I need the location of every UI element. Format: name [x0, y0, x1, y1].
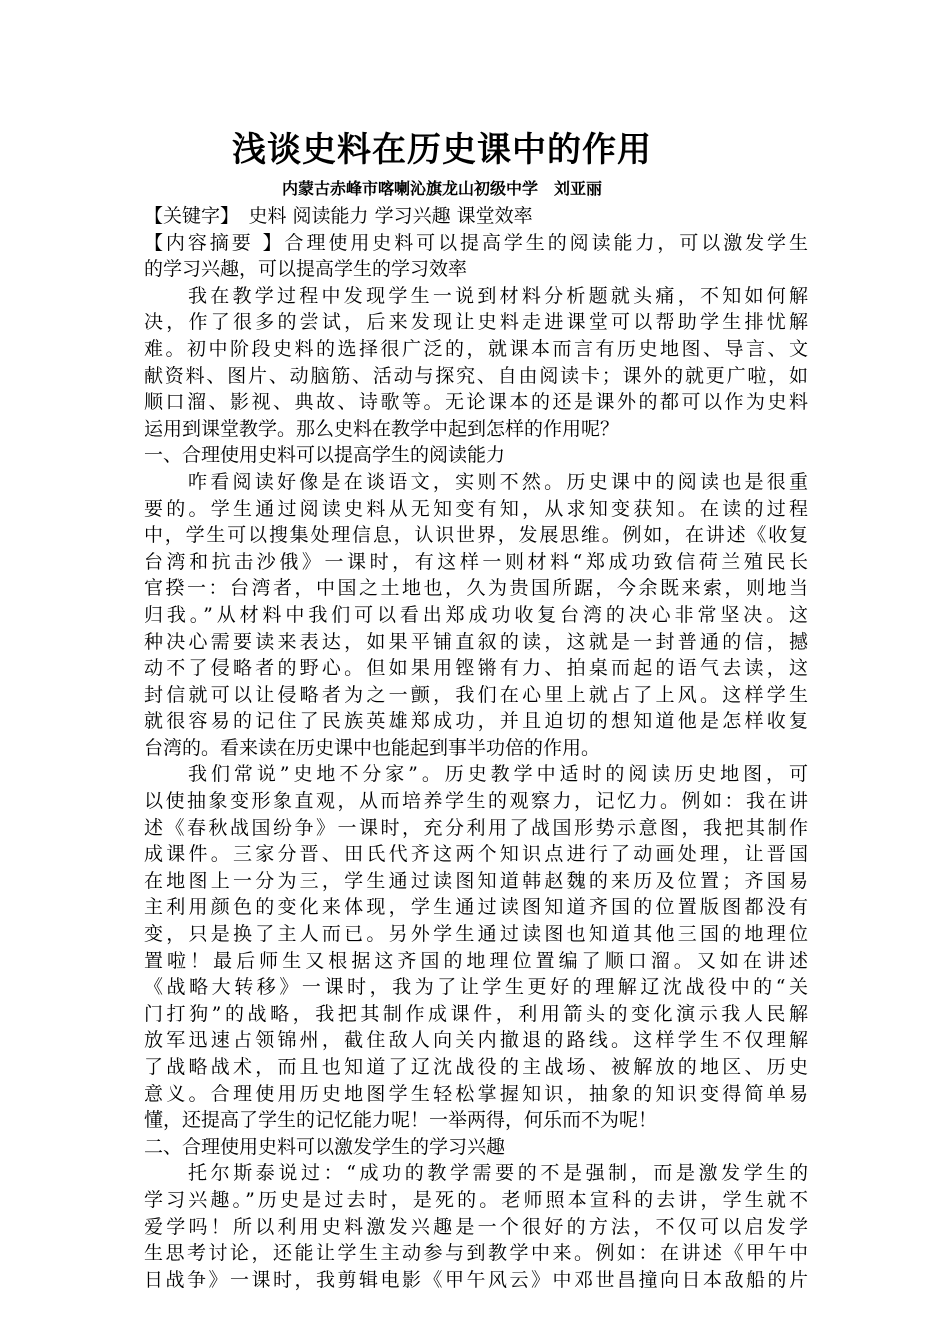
text-line: 顺口溜、影视、典故、诗歌等。无论课本的还是课外的都可以作为史料 [144, 391, 808, 414]
text-line: 爱学吗！所以利用史料激发兴趣是一个很好的方法，不仅可以启发学 [144, 1215, 808, 1238]
page-title: 浅谈史料在历史课中的作用 [232, 130, 652, 170]
text-line: 《战略大转移》一课时，我为了让学生更好的理解辽沈战役中的“关 [144, 976, 808, 999]
text-line: 台湾和抗击沙俄》一课时，有这样一则材料“郑成功致信荷兰殖民长 [144, 550, 808, 573]
text-line: 托尔斯泰说过：“成功的教学需要的不是强制，而是激发学生的 [188, 1162, 808, 1185]
text-line: 二、合理使用史料可以激发学生的学习兴趣 [144, 1135, 506, 1158]
text-line: 归我。”从材料中我们可以看出郑成功收复台湾的决心非常坚决。这 [144, 603, 808, 626]
text-line: 【关键字】 史料 阅读能力 学习兴趣 课堂效率 [144, 205, 533, 227]
text-line: 我在教学过程中发现学生一说到材料分析题就头痛，不知如何解 [188, 284, 808, 307]
text-line: 中，学生可以搜集处理信息，认识世界，发展思维。例如，在讲述《收复 [144, 524, 808, 547]
text-line: 述《春秋战国纷争》一课时，充分利用了战国形势示意图，我把其制作 [144, 816, 808, 839]
text-line: 懂，还提高了学生的记忆能力呢！一举两得，何乐而不为呢！ [144, 1109, 658, 1132]
text-line: 意义。合理使用历史地图学生轻松掌握知识，抽象的知识变得简单易 [144, 1082, 808, 1105]
text-line: 决，作了很多的尝试，后来发现让史料走进课堂可以帮助学生排忧解 [144, 311, 808, 334]
text-line: 一、合理使用史料可以提高学生的阅读能力 [144, 444, 506, 467]
text-line: 日战争》一课时，我剪辑电影《甲午风云》中邓世昌撞向日本敌船的片 [144, 1268, 808, 1291]
text-line: 变，只是换了主人而已。另外学生通过读图也知道其他三国的地理位 [144, 923, 808, 946]
text-line: 官揆一：台湾者，中国之土地也，久为贵国所踞，今余既来索，则地当 [144, 577, 808, 600]
text-line: 就很容易的记住了民族英雄郑成功，并且迫切的想知道他是怎样收复 [144, 710, 808, 733]
text-line: 主利用颜色的变化来体现，学生通过读图知道齐国的位置版图都没有 [144, 896, 808, 919]
text-line: 放军迅速占领锦州，截住敌人向关内撤退的路线。这样学生不仅理解 [144, 1029, 808, 1052]
text-line: 要的。学生通过阅读史料从无知变有知，从求知变获知。在读的过程 [144, 497, 808, 520]
text-line: 学习兴趣。”历史是过去时，是死的。老师照本宣科的去讲，学生就不 [144, 1188, 808, 1211]
text-line: 咋看阅读好像是在谈语文，实则不然。历史课中的阅读也是很重 [188, 470, 808, 493]
text-line: 生思考讨论，还能让学生主动参与到教学中来。例如：在讲述《甲午中 [144, 1242, 808, 1265]
text-line: 台湾的。看来读在历史课中也能起到事半功倍的作用。 [144, 736, 601, 759]
text-line: 难。初中阶段史料的选择很广泛的，就课本而言有历史地图、导言、文 [144, 337, 808, 360]
text-line: 了战略战术，而且也知道了辽沈战役的主战场、被解放的地区、历史 [144, 1056, 808, 1078]
text-line: 置啦！最后师生又根据这齐国的地理位置编了顺口溜。又如在讲述 [144, 949, 808, 972]
text-line: 封信就可以让侵略者为之一颤，我们在心里上就占了上风。这样学生 [144, 683, 808, 706]
author-line: 内蒙古赤峰市喀喇沁旗龙山初级中学 刘亚丽 [281, 179, 602, 198]
text-line: 以使抽象变形象直观，从而培养学生的观察力，记忆力。例如：我在讲 [144, 790, 808, 813]
document-body [144, 203, 808, 1293]
text-line: 成课件。三家分晋、田氏代齐这两个知识点进行了动画处理，让晋国 [144, 843, 808, 866]
text-line: 的学习兴趣，可以提高学生的学习效率 [144, 258, 468, 281]
text-line: 献资料、图片、动脑筋、活动与探究、自由阅读卡；课外的就更广啦，如 [144, 364, 808, 387]
text-line: 在地图上一分为三，学生通过读图知道韩赵魏的来历及位置；齐国易 [144, 869, 808, 892]
text-line: 门打狗”的战略，我把其制作成课件，利用箭头的变化演示我人民解 [144, 1002, 808, 1025]
text-line: 我们常说”史地不分家”。历史教学中适时的阅读历史地图，可 [188, 763, 808, 786]
text-line: 种决心需要读来表达，如果平铺直叙的读，这就是一封普通的信，撼 [144, 630, 808, 653]
text-line: 运用到课堂教学。那么史料在教学中起到怎样的作用呢？ [144, 417, 620, 440]
text-line: 动不了侵略者的野心。但如果用铿锵有力、拍桌而起的语气去读，这 [144, 657, 808, 680]
text-line: 【内容摘要 】合理使用史料可以提高学生的阅读能力，可以激发学生 [144, 231, 808, 254]
